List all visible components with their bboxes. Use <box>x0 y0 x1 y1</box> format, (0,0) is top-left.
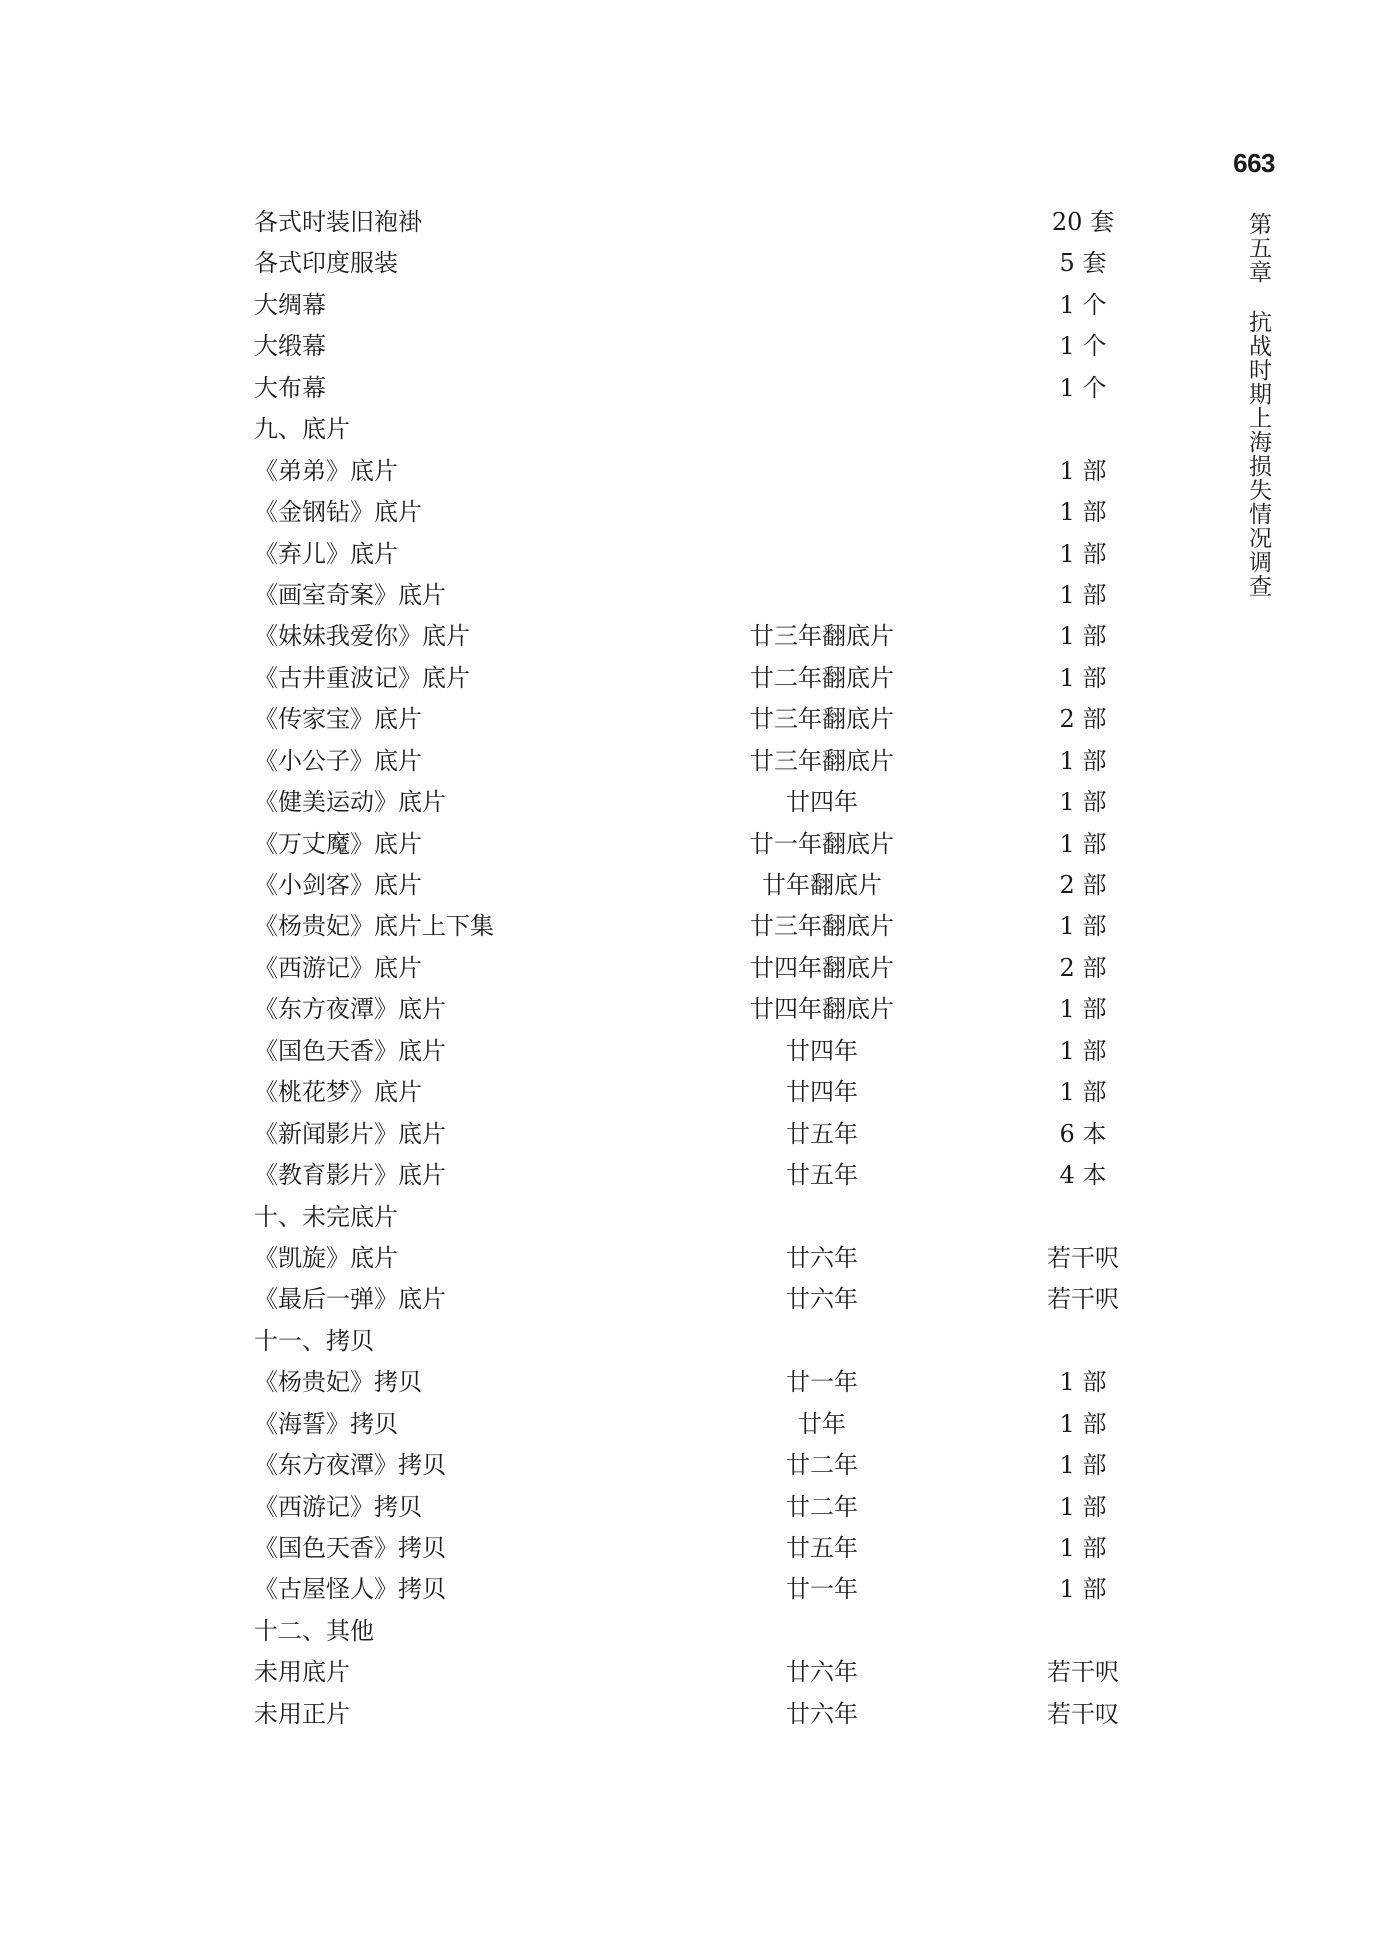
item-name: 《东方夜潭》底片 <box>254 995 446 1024</box>
item-quantity: 6 本 <box>1059 1119 1107 1148</box>
item-name: 《小剑客》底片 <box>254 871 422 899</box>
item-name: 《西游记》底片 <box>254 953 422 982</box>
inventory-row <box>254 1155 1154 1196</box>
inventory-row <box>254 326 1154 367</box>
inventory-row <box>254 906 1154 947</box>
item-year: 廿六年 <box>786 1243 858 1272</box>
item-quantity: 1 部 <box>1059 539 1107 568</box>
item-quantity: 4 本 <box>1059 1161 1107 1190</box>
item-year: 廿四年翻底片 <box>750 953 894 982</box>
item-quantity: 1 部 <box>1059 1078 1107 1107</box>
item-name: 《教育影片》底片 <box>254 1161 446 1190</box>
inventory-row <box>254 451 1154 492</box>
item-quantity: 5 套 <box>1059 249 1107 278</box>
item-quantity: 2 部 <box>1059 871 1107 899</box>
item-quantity: 1 部 <box>1059 1575 1107 1604</box>
item-quantity: 20 套 <box>1051 208 1115 236</box>
item-year: 廿年翻底片 <box>762 871 882 899</box>
item-name: 《妹妹我爱你》底片 <box>254 622 470 651</box>
item-name: 《杨贵妃》底片上下集 <box>254 912 494 941</box>
inventory-row <box>254 865 1154 906</box>
inventory-row <box>254 285 1154 326</box>
item-name: 《万丈魔》底片 <box>254 829 422 858</box>
item-name: 十、未完底片 <box>254 1202 398 1231</box>
item-year: 廿一年翻底片 <box>750 829 894 858</box>
item-quantity: 1 部 <box>1059 829 1107 858</box>
item-name: 九、底片 <box>254 415 350 444</box>
item-name: 《海誓》拷贝 <box>254 1409 398 1438</box>
inventory-row <box>254 1528 1154 1569</box>
item-quantity: 2 部 <box>1059 953 1107 982</box>
inventory-row <box>254 948 1154 989</box>
item-name: 《金钢钻》底片 <box>254 498 422 527</box>
inventory-row <box>254 1238 1154 1279</box>
item-quantity: 1 部 <box>1059 1451 1107 1480</box>
page-number: 663 <box>1233 148 1275 178</box>
item-name: 《最后一弹》底片 <box>254 1285 446 1314</box>
item-year: 廿一年 <box>786 1575 858 1604</box>
item-year: 廿五年 <box>786 1119 858 1148</box>
item-year: 廿四年翻底片 <box>750 995 894 1024</box>
item-name: 各式印度服装 <box>254 249 398 278</box>
item-name: 《弃儿》底片 <box>254 539 398 568</box>
item-year: 廿二年 <box>786 1451 858 1480</box>
inventory-row <box>254 202 1154 243</box>
inventory-row <box>254 492 1154 533</box>
item-quantity: 1 部 <box>1059 1492 1107 1521</box>
item-name: 《古井重波记》底片 <box>254 663 470 692</box>
item-quantity: 若干呎 <box>1047 1243 1119 1272</box>
inventory-row <box>254 1404 1154 1445</box>
inventory-row <box>254 534 1154 575</box>
item-quantity: 1 部 <box>1059 1368 1107 1397</box>
item-year: 廿四年 <box>786 1078 858 1107</box>
item-year: 廿二年翻底片 <box>750 663 894 692</box>
inventory-row <box>254 824 1154 865</box>
item-quantity: 1 部 <box>1059 456 1107 485</box>
chapter-running-head <box>1240 212 1276 598</box>
item-quantity: 1 部 <box>1059 580 1107 609</box>
inventory-row <box>254 1321 1154 1362</box>
item-name: 大布幕 <box>254 373 326 402</box>
item-year: 廿六年 <box>786 1658 858 1687</box>
item-name: 《小公子》底片 <box>254 746 422 775</box>
item-quantity: 1 个 <box>1059 290 1107 319</box>
inventory-row <box>254 699 1154 740</box>
inventory-row <box>254 989 1154 1030</box>
inventory-row <box>254 409 1154 450</box>
item-name: 《传家宝》底片 <box>254 705 422 734</box>
inventory-row <box>254 1569 1154 1610</box>
item-quantity: 若干叹 <box>1047 1699 1119 1728</box>
inventory-row <box>254 782 1154 823</box>
item-name: 未用正片 <box>254 1699 350 1728</box>
item-name: 各式时装旧袍褂 <box>254 208 422 236</box>
item-quantity: 1 个 <box>1059 332 1107 361</box>
item-year: 廿年 <box>798 1409 846 1438</box>
chapter-number-label: 第五章 <box>1245 212 1271 284</box>
item-name: 大绸幕 <box>254 290 326 319</box>
item-name: 《杨贵妃》拷贝 <box>254 1368 422 1397</box>
inventory-row <box>254 1279 1154 1320</box>
item-quantity: 2 部 <box>1059 705 1107 734</box>
item-name: 十二、其他 <box>254 1616 374 1645</box>
item-year: 廿五年 <box>786 1534 858 1562</box>
item-name: 大缎幕 <box>254 332 326 361</box>
item-quantity: 1 部 <box>1059 788 1107 817</box>
item-quantity: 1 个 <box>1059 373 1107 402</box>
item-year: 廿三年翻底片 <box>750 705 894 734</box>
item-year: 廿一年 <box>786 1368 858 1397</box>
inventory-row <box>254 1072 1154 1113</box>
item-name: 《弟弟》底片 <box>254 456 398 485</box>
item-name: 《凯旋》底片 <box>254 1243 398 1272</box>
item-quantity: 1 部 <box>1059 995 1107 1024</box>
item-name: 未用底片 <box>254 1658 350 1687</box>
inventory-row <box>254 1652 1154 1693</box>
item-name: 《国色天香》拷贝 <box>254 1534 446 1562</box>
item-quantity: 1 部 <box>1059 1534 1107 1562</box>
item-quantity: 1 部 <box>1059 1409 1107 1438</box>
inventory-row <box>254 1445 1154 1486</box>
inventory-row <box>254 1362 1154 1403</box>
item-year: 廿二年 <box>786 1492 858 1521</box>
item-year: 廿三年翻底片 <box>750 912 894 941</box>
item-year: 廿四年 <box>786 1036 858 1065</box>
inventory-row <box>254 575 1154 616</box>
item-quantity: 1 部 <box>1059 1036 1107 1065</box>
item-quantity: 若干呎 <box>1047 1658 1119 1687</box>
chapter-title: 抗战时期上海损失情况调查 <box>1245 310 1271 598</box>
inventory-list <box>254 202 1154 1735</box>
item-name: 《西游记》拷贝 <box>254 1492 422 1521</box>
inventory-row <box>254 1114 1154 1155</box>
inventory-row <box>254 1487 1154 1528</box>
inventory-row <box>254 616 1154 657</box>
inventory-row <box>254 243 1154 284</box>
inventory-row <box>254 1031 1154 1072</box>
item-name: 《新闻影片》底片 <box>254 1119 446 1148</box>
item-name: 《健美运动》底片 <box>254 788 446 817</box>
item-year: 廿三年翻底片 <box>750 746 894 775</box>
inventory-row <box>254 658 1154 699</box>
inventory-row <box>254 741 1154 782</box>
item-quantity: 1 部 <box>1059 912 1107 941</box>
item-year: 廿五年 <box>786 1161 858 1190</box>
item-name: 《国色天香》底片 <box>254 1036 446 1065</box>
inventory-row <box>254 1197 1154 1238</box>
item-name: 十一、拷贝 <box>254 1326 374 1355</box>
item-quantity: 1 部 <box>1059 498 1107 527</box>
inventory-row <box>254 368 1154 409</box>
item-year: 廿六年 <box>786 1285 858 1314</box>
item-name: 《桃花梦》底片 <box>254 1078 422 1107</box>
item-year: 廿六年 <box>786 1699 858 1728</box>
item-quantity: 1 部 <box>1059 663 1107 692</box>
item-quantity: 若干呎 <box>1047 1285 1119 1314</box>
item-year: 廿四年 <box>786 788 858 817</box>
item-quantity: 1 部 <box>1059 746 1107 775</box>
item-quantity: 1 部 <box>1059 622 1107 651</box>
item-year: 廿三年翻底片 <box>750 622 894 651</box>
item-name: 《画室奇案》底片 <box>254 580 446 609</box>
item-name: 《古屋怪人》拷贝 <box>254 1575 446 1604</box>
inventory-row <box>254 1694 1154 1735</box>
item-name: 《东方夜潭》拷贝 <box>254 1451 446 1480</box>
inventory-row <box>254 1611 1154 1652</box>
